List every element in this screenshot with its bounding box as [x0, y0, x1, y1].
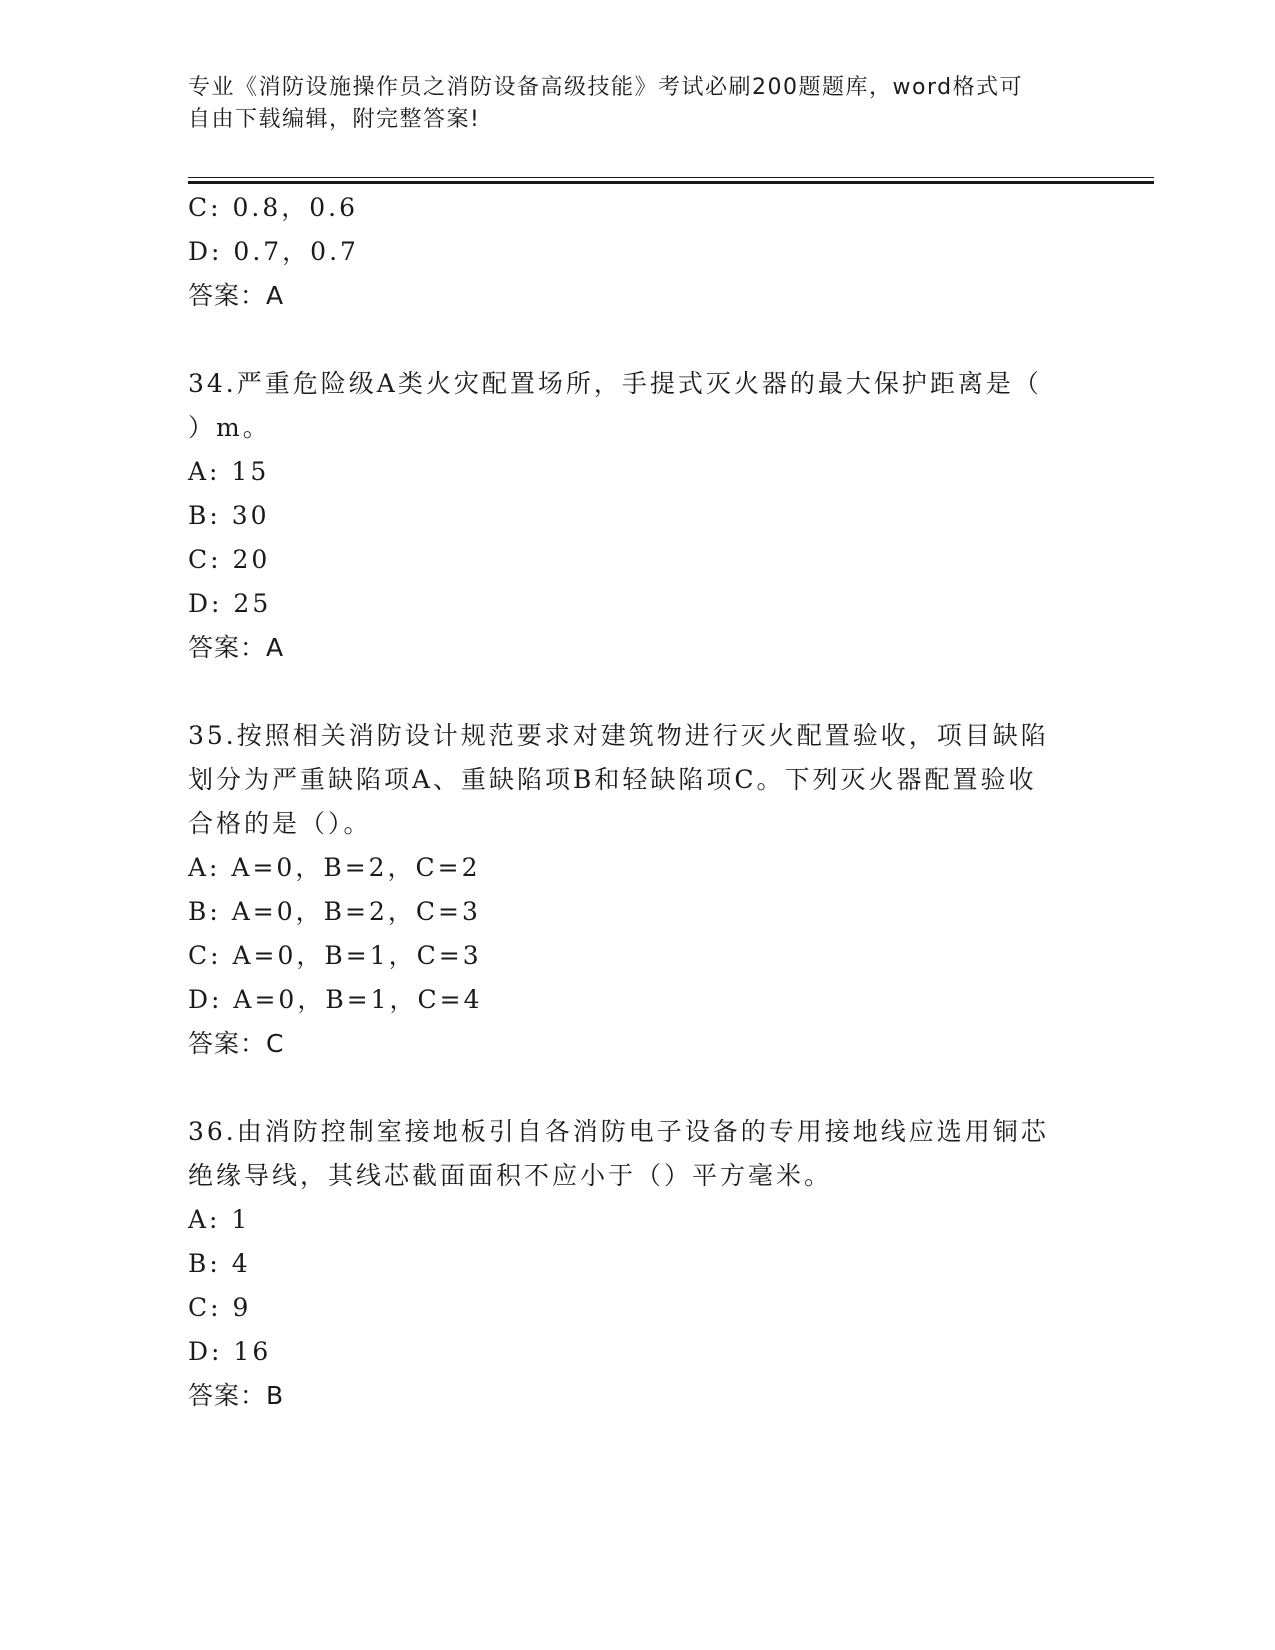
q36-option-a: A: 1: [188, 1205, 251, 1234]
q35-stem-line-2: 划分为严重缺陷项A、重缺陷项B和轻缺陷项C。下列灭火器配置验收: [188, 765, 1037, 794]
q35-stem-line-3: 合格的是（）。: [188, 809, 372, 838]
prev-answer: 答案：A: [188, 281, 285, 310]
q36-option-d: D: 16: [188, 1337, 272, 1366]
document-header: [188, 72, 1068, 136]
q34-answer: 答案：A: [188, 633, 285, 662]
q34-stem-line-1: 34.严重危险级A类火灾配置场所，手提式灭火器的最大保护距离是（: [188, 369, 1042, 398]
header-line-1: 专业《消防设施操作员之消防设备高级技能》考试必刷200题题库，word格式可: [188, 75, 1024, 100]
q35-stem-line-1: 35.按照相关消防设计规范要求对建筑物进行灭火配置验收，项目缺陷: [188, 721, 1049, 750]
prev-option-d: D: 0.7，0.7: [188, 237, 359, 266]
q36-stem-line-1: 36.由消防控制室接地板引自各消防电子设备的专用接地线应选用铜芯: [188, 1117, 1049, 1146]
header-divider-thick: [188, 181, 1154, 184]
q35-option-b: B: A=0，B=2，C=3: [188, 897, 481, 926]
header-line-2: 自由下载编辑，附完整答案!: [188, 107, 481, 132]
q34-option-b: B: 30: [188, 501, 270, 530]
q35-option-c: C: A=0，B=1，C=3: [188, 941, 482, 970]
q36-answer: 答案：B: [188, 1381, 285, 1410]
q35-answer: 答案：C: [188, 1029, 285, 1058]
q34-option-c: C: 20: [188, 545, 271, 574]
header-divider-thin: [188, 177, 1154, 178]
q36-stem-line-2: 绝缘导线，其线芯截面面积不应小于（）平方毫米。: [188, 1161, 833, 1190]
q34-option-d: D: 25: [188, 589, 272, 618]
prev-option-c: C: 0.8，0.6: [188, 193, 359, 222]
q36-option-c: C: 9: [188, 1293, 252, 1322]
q36-option-b: B: 4: [188, 1249, 251, 1278]
q34-stem-line-2: ）m。: [188, 413, 271, 442]
q35-option-a: A: A=0，B=2，C=2: [188, 853, 481, 882]
q35-option-d: D: A=0，B=1，C=4: [188, 985, 483, 1014]
q34-option-a: A: 15: [188, 457, 270, 486]
